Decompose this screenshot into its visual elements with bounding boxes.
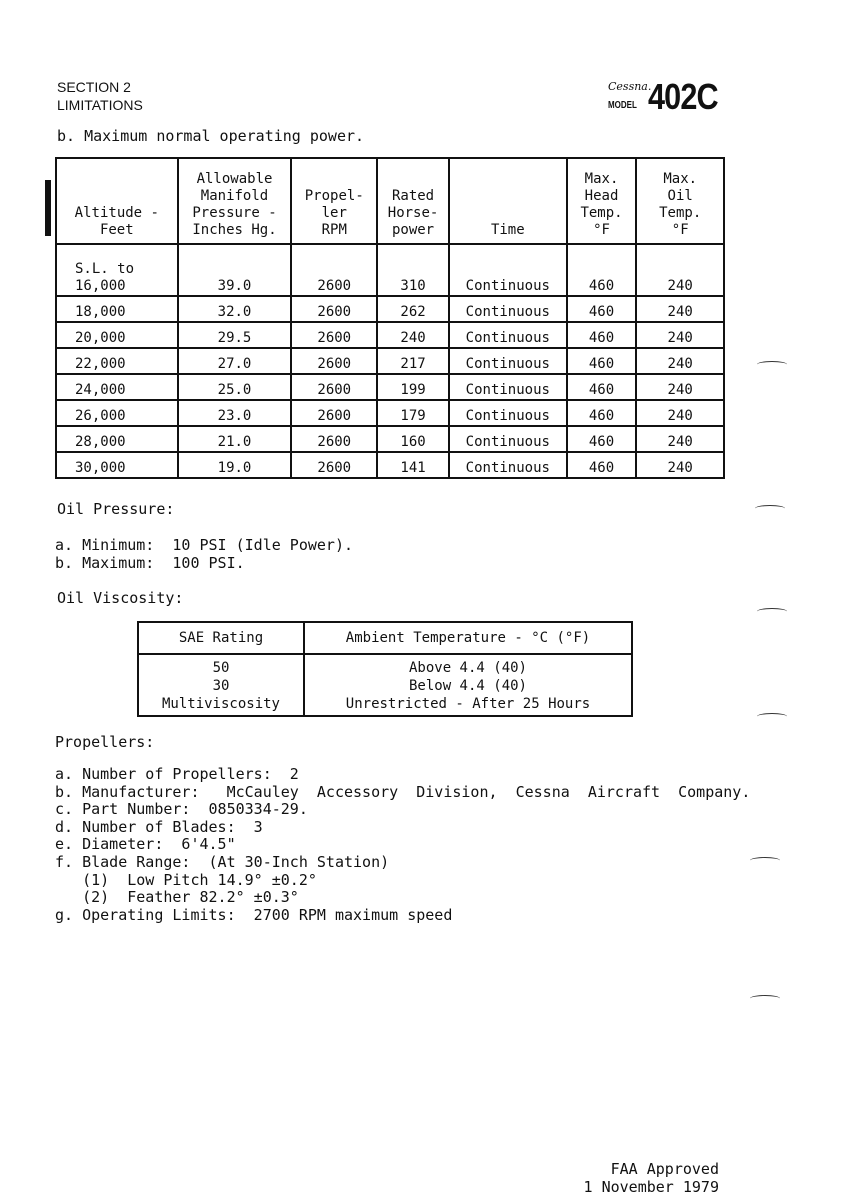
- header-manifold-pressure: Allowable Manifold Pressure - Inches Hg.: [178, 158, 292, 244]
- list-item: g. Operating Limits: 2700 RPM maximum speed: [55, 905, 453, 924]
- cell-head-temp: 460: [567, 426, 637, 452]
- cell-time: Continuous: [449, 426, 567, 452]
- list-item: (1) Low Pitch 14.9° ±0.2°: [55, 870, 317, 889]
- cell-horsepower: 160: [377, 426, 449, 452]
- cell-horsepower: 310: [377, 244, 449, 296]
- header-time: Time: [449, 158, 567, 244]
- propellers-title: Propellers:: [55, 733, 155, 751]
- header-propeller-rpm: Propel- ler RPM: [291, 158, 377, 244]
- cell-oil-temp: 240: [636, 374, 724, 400]
- cell-time: Continuous: [449, 296, 567, 322]
- cell-horsepower: 217: [377, 348, 449, 374]
- list-item: a. Number of Propellers: 2: [55, 765, 299, 783]
- cell-manifold: 39.0: [178, 244, 292, 296]
- cell-altitude: 30,000: [56, 452, 178, 478]
- table-row: [56, 426, 724, 452]
- cell-manifold: 21.0: [178, 426, 292, 452]
- list-item: d. Number of Blades: 3: [55, 817, 263, 836]
- cell-rpm: 2600: [291, 374, 377, 400]
- cell-oil-temp: 240: [636, 426, 724, 452]
- header-oil-temp: Max. Oil Temp. °F: [636, 158, 724, 244]
- oil-pressure-min: a. Minimum: 10 PSI (Idle Power).: [55, 536, 354, 554]
- cell-oil-temp: 240: [636, 244, 724, 296]
- section-title: LIMITATIONS: [57, 97, 143, 113]
- oil-viscosity-title: Oil Viscosity:: [57, 589, 184, 607]
- cell-rpm: 2600: [291, 296, 377, 322]
- table-row: [56, 296, 724, 322]
- subheading: b. Maximum normal operating power.: [57, 127, 365, 145]
- scan-mark: [755, 505, 785, 512]
- logo-model-number: 402C: [648, 76, 718, 117]
- sae-rating: 50: [212, 660, 230, 676]
- cell-time: Continuous: [449, 322, 567, 348]
- cell-head-temp: 460: [567, 296, 637, 322]
- cell-horsepower: 179: [377, 400, 449, 426]
- cell-time: Continuous: [449, 348, 567, 374]
- cell-rpm: 2600: [291, 348, 377, 374]
- cell-manifold: 19.0: [178, 452, 292, 478]
- table-row: [56, 348, 724, 374]
- ambient-temp: Unrestricted - After 25 Hours: [345, 696, 591, 712]
- cell-horsepower: 262: [377, 296, 449, 322]
- header-head-temp: Max. Head Temp. °F: [567, 158, 637, 244]
- cell-manifold: 25.0: [178, 374, 292, 400]
- header-sae-rating: SAE Rating: [138, 622, 304, 654]
- cell-manifold: 23.0: [178, 400, 292, 426]
- cell-oil-temp: 240: [636, 296, 724, 322]
- cell-head-temp: 460: [567, 452, 637, 478]
- header-ambient-temperature: Ambient Temperature - °C (°F): [304, 622, 632, 654]
- cell-oil-temp: 240: [636, 452, 724, 478]
- logo-brand: Cessna.: [608, 80, 652, 93]
- cell-time: Continuous: [449, 374, 567, 400]
- footer: [584, 1160, 719, 1196]
- cell-altitude: S.L. to 16,000: [56, 244, 178, 296]
- scan-mark: [750, 995, 780, 1002]
- cell-altitude: 26,000: [56, 400, 178, 426]
- scan-mark: [757, 713, 787, 720]
- cell-head-temp: 460: [567, 374, 637, 400]
- section-number: SECTION 2: [57, 79, 131, 95]
- cell-rpm: 2600: [291, 452, 377, 478]
- header-altitude: Altitude - Feet: [56, 158, 178, 244]
- cell-horsepower: 199: [377, 374, 449, 400]
- section-header: [57, 78, 143, 114]
- ambient-temp: Above 4.4 (40): [408, 660, 527, 676]
- cell-oil-temp: 240: [636, 322, 724, 348]
- header-horsepower: Rated Horse- power: [377, 158, 449, 244]
- cell-time: Continuous: [449, 452, 567, 478]
- faa-approved: FAA Approved: [610, 1160, 719, 1178]
- oil-pressure-title: Oil Pressure:: [57, 500, 175, 518]
- cell-manifold: 32.0: [178, 296, 292, 322]
- approval-date: 1 November 1979: [583, 1178, 719, 1196]
- scan-mark: [757, 608, 787, 615]
- logo-model-label: MODEL: [608, 100, 637, 111]
- power-table: [55, 157, 725, 479]
- table-header-row: [56, 158, 724, 244]
- cell-altitude: 18,000: [56, 296, 178, 322]
- cell-head-temp: 460: [567, 322, 637, 348]
- cell-rpm: 2600: [291, 426, 377, 452]
- cell-horsepower: 240: [377, 322, 449, 348]
- cell-altitude: 22,000: [56, 348, 178, 374]
- table-row: [56, 400, 724, 426]
- cell-rpm: 2600: [291, 322, 377, 348]
- ambient-temp: Below 4.4 (40): [408, 678, 527, 694]
- table-row: [56, 452, 724, 478]
- list-item: e. Diameter: 6'4.5": [55, 835, 236, 854]
- cell-horsepower: 141: [377, 452, 449, 478]
- viscosity-table: [137, 621, 633, 717]
- list-item: b. Manufacturer: McCauley Accessory Division, Cessna Aircraft Company.: [55, 782, 751, 801]
- scan-mark: [750, 857, 780, 864]
- oil-pressure-max: b. Maximum: 100 PSI.: [55, 554, 245, 572]
- ambient-temps-cell: [304, 654, 632, 716]
- propellers-list: [55, 766, 750, 924]
- list-item: c. Part Number: 0850334-29.: [55, 800, 308, 819]
- cell-altitude: 24,000: [56, 374, 178, 400]
- list-item: f. Blade Range: (At 30-Inch Station): [55, 852, 390, 871]
- cell-time: Continuous: [449, 244, 567, 296]
- cell-oil-temp: 240: [636, 400, 724, 426]
- list-item: (2) Feather 82.2° ±0.3°: [55, 888, 299, 907]
- cell-altitude: 20,000: [56, 322, 178, 348]
- table-row: [56, 322, 724, 348]
- table-header-row: [138, 622, 632, 654]
- table-row: [138, 654, 632, 716]
- cell-altitude: 28,000: [56, 426, 178, 452]
- cell-head-temp: 460: [567, 348, 637, 374]
- cell-head-temp: 460: [567, 400, 637, 426]
- scan-mark: [757, 361, 787, 368]
- cell-head-temp: 460: [567, 244, 637, 296]
- cell-manifold: 29.5: [178, 322, 292, 348]
- cell-oil-temp: 240: [636, 348, 724, 374]
- cell-manifold: 27.0: [178, 348, 292, 374]
- cell-rpm: 2600: [291, 400, 377, 426]
- sae-rating: Multiviscosity: [161, 696, 280, 712]
- sae-rating: 30: [212, 678, 230, 694]
- table-row: [56, 244, 724, 296]
- cessna-402c-logo: [608, 78, 728, 118]
- table-row: [56, 374, 724, 400]
- revision-change-bar: [45, 180, 51, 236]
- cell-rpm: 2600: [291, 244, 377, 296]
- sae-ratings-cell: [138, 654, 304, 716]
- cell-time: Continuous: [449, 400, 567, 426]
